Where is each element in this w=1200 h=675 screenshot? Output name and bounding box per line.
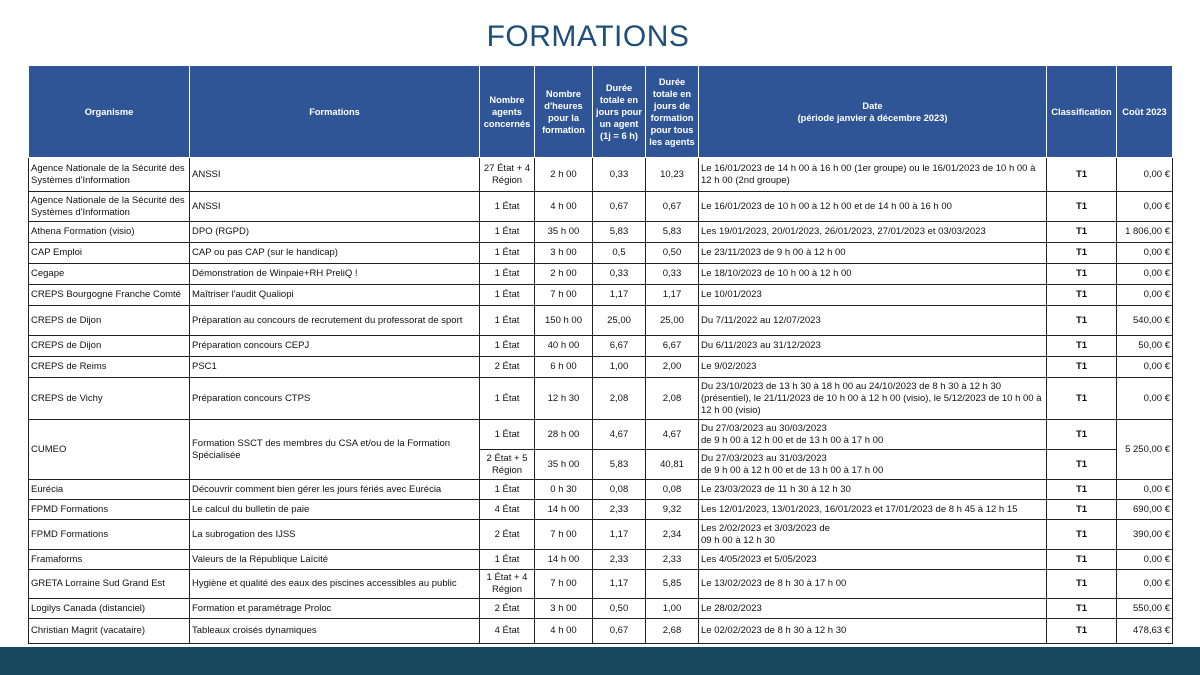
cell-cout: 0,00 € xyxy=(1117,570,1173,599)
cell-classification: T1 xyxy=(1047,336,1117,357)
cell-formation: Démonstration de Winpaie+RH PreliQ ! xyxy=(190,264,480,285)
cell-cout: 0,00 € xyxy=(1117,158,1173,192)
cell-cout: 478,63 € xyxy=(1117,619,1173,644)
cell-jours-tous: 1,17 xyxy=(646,285,699,306)
cell-date: Les 19/01/2023, 20/01/2023, 26/01/2023, 27/01/2023 et 03/03/2023 xyxy=(699,222,1047,243)
table-row xyxy=(29,336,1173,357)
cell-organisme: Athena Formation (visio) xyxy=(29,222,190,243)
cell-agents: 2 État xyxy=(480,357,535,378)
cell-formation: Formation et paramétrage Proloc xyxy=(190,599,480,619)
cell-cout: 1 806,00 € xyxy=(1117,222,1173,243)
cell-jours-agent: 0,67 xyxy=(593,619,646,644)
cell-date: Le 10/01/2023 xyxy=(699,285,1047,306)
cell-classification: T1 xyxy=(1047,158,1117,192)
cell-cout: 550,00 € xyxy=(1117,599,1173,619)
cell-heures: 3 h 00 xyxy=(535,599,593,619)
cell-organisme: Agence Nationale de la Sécurité des Systèmes d'Information xyxy=(29,192,190,222)
cell-jours-tous: 6,67 xyxy=(646,336,699,357)
table-row xyxy=(29,480,1173,500)
cell-heures: 14 h 00 xyxy=(535,550,593,570)
cell-heures: 7 h 00 xyxy=(535,570,593,599)
cell-jours-agent: 1,17 xyxy=(593,570,646,599)
cell-jours-tous: 2,33 xyxy=(646,550,699,570)
cell-heures: 35 h 00 xyxy=(535,450,593,480)
cell-jours-agent: 2,08 xyxy=(593,378,646,420)
header-date-sub: (période janvier à décembre 2023) xyxy=(797,112,948,123)
cell-formation: PSC1 xyxy=(190,357,480,378)
cell-jours-tous: 2,34 xyxy=(646,520,699,550)
cell-classification: T1 xyxy=(1047,550,1117,570)
cell-formation: Préparation concours CTPS xyxy=(190,378,480,420)
cell-formation: ANSSI xyxy=(190,192,480,222)
cell-jours-agent: 6,67 xyxy=(593,336,646,357)
cell-agents: 1 État + 4 Région xyxy=(480,570,535,599)
header-heures: Nombre d'heures pour la formation xyxy=(535,66,593,158)
cell-agents: 1 État xyxy=(480,480,535,500)
table-row xyxy=(29,357,1173,378)
cell-date xyxy=(699,420,1047,450)
cell-date: Du 7/11/2022 au 12/07/2023 xyxy=(699,306,1047,336)
cell-organisme: FPMD Formations xyxy=(29,520,190,550)
cell-formation: DPO (RGPD) xyxy=(190,222,480,243)
table-row xyxy=(29,192,1173,222)
cell-jours-tous: 40,81 xyxy=(646,450,699,480)
cell-organisme: GRETA Lorraine Sud Grand Est xyxy=(29,570,190,599)
header-formations: Formations xyxy=(190,66,480,158)
table-row xyxy=(29,619,1173,644)
cell-formation: Valeurs de la République Laïcité xyxy=(190,550,480,570)
cell-agents: 1 État xyxy=(480,336,535,357)
cell-jours-agent: 5,83 xyxy=(593,450,646,480)
cell-classification: T1 xyxy=(1047,243,1117,264)
header-date xyxy=(699,66,1047,158)
cell-organisme: CREPS de Reims xyxy=(29,357,190,378)
table-header-row xyxy=(29,66,1173,158)
header-agents: Nombre agents concernés xyxy=(480,66,535,158)
cell-date: Le 23/11/2023 de 9 h 00 à 12 h 00 xyxy=(699,243,1047,264)
cell-date: Les 12/01/2023, 13/01/2023, 16/01/2023 et 17/01/2023 de 8 h 45 à 12 h 15 xyxy=(699,500,1047,520)
table-row xyxy=(29,420,1173,450)
cell-jours-agent: 1,17 xyxy=(593,520,646,550)
cell-organisme: Framaforms xyxy=(29,550,190,570)
cell-agents: 1 État xyxy=(480,264,535,285)
cell-classification: T1 xyxy=(1047,306,1117,336)
header-duree-agent: Durée totale en jours pour un agent (1j = 6 h) xyxy=(593,66,646,158)
cell-jours-tous: 0,67 xyxy=(646,192,699,222)
cell-cout: 0,00 € xyxy=(1117,192,1173,222)
cell-organisme: Christian Magrit (vacataire) xyxy=(29,619,190,644)
table-row xyxy=(29,222,1173,243)
cell-cout: 0,00 € xyxy=(1117,480,1173,500)
cell-agents: 1 État xyxy=(480,420,535,450)
cell-date: Du 23/10/2023 de 13 h 30 à 18 h 00 au 24/10/2023 de 8 h 30 à 12 h 30 (présentiel), le 21/11/2023 de 10 h 00 à 12 h 00 (visio), le 5/12/2023 de 10 h 00 à 12 h 00 (visio) xyxy=(699,378,1047,420)
cell-heures: 2 h 00 xyxy=(535,158,593,192)
cell-date xyxy=(699,520,1047,550)
cell-date: Le 9/02/2023 xyxy=(699,357,1047,378)
cell-agents: 1 État xyxy=(480,192,535,222)
header-organisme: Organisme xyxy=(29,66,190,158)
cell-formation: CAP ou pas CAP (sur le handicap) xyxy=(190,243,480,264)
cell-cout: 0,00 € xyxy=(1117,243,1173,264)
cell-date: Le 16/01/2023 de 14 h 00 à 16 h 00 (1er groupe) ou le 16/01/2023 de 10 h 00 à 12 h 00 (2nd groupe) xyxy=(699,158,1047,192)
cell-classification: T1 xyxy=(1047,450,1117,480)
cell-organisme: Agence Nationale de la Sécurité des Systèmes d'Information xyxy=(29,158,190,192)
cell-cout: 0,00 € xyxy=(1117,357,1173,378)
cell-agents: 4 État xyxy=(480,500,535,520)
cell-jours-agent: 5,83 xyxy=(593,222,646,243)
cell-cout: 0,00 € xyxy=(1117,550,1173,570)
cell-classification: T1 xyxy=(1047,264,1117,285)
cell-organisme: Cegape xyxy=(29,264,190,285)
date-line: Du 27/03/2023 au 31/03/2023 xyxy=(701,452,827,464)
cell-heures: 40 h 00 xyxy=(535,336,593,357)
cell-jours-agent: 1,17 xyxy=(593,285,646,306)
cell-jours-agent: 2,33 xyxy=(593,500,646,520)
cell-agents: 1 État xyxy=(480,285,535,306)
cell-jours-agent: 0,33 xyxy=(593,264,646,285)
cell-jours-agent: 25,00 xyxy=(593,306,646,336)
cell-organisme: CAP Emploi xyxy=(29,243,190,264)
cell-heures: 14 h 00 xyxy=(535,500,593,520)
cell-organisme: CREPS de Dijon xyxy=(29,336,190,357)
footer-bar xyxy=(0,647,1200,675)
cell-organisme: Eurécia xyxy=(29,480,190,500)
cell-formation: Découvrir comment bien gérer les jours fériés avec Eurécia xyxy=(190,480,480,500)
cell-agents: 1 État xyxy=(480,243,535,264)
cell-heures: 150 h 00 xyxy=(535,306,593,336)
cell-classification: T1 xyxy=(1047,500,1117,520)
cell-cout: 690,00 € xyxy=(1117,500,1173,520)
cell-classification: T1 xyxy=(1047,192,1117,222)
cell-jours-tous: 9,32 xyxy=(646,500,699,520)
cell-jours-tous: 2,00 xyxy=(646,357,699,378)
cell-agents: 1 État xyxy=(480,378,535,420)
cell-formation: Le calcul du bulletin de paie xyxy=(190,500,480,520)
cell-jours-tous: 0,50 xyxy=(646,243,699,264)
cell-organisme: CREPS Bourgogne Franche Comté xyxy=(29,285,190,306)
cell-jours-tous: 10,23 xyxy=(646,158,699,192)
cell-jours-agent: 0,67 xyxy=(593,192,646,222)
cell-organisme: CREPS de Dijon xyxy=(29,306,190,336)
cell-heures: 35 h 00 xyxy=(535,222,593,243)
cell-jours-agent: 4,67 xyxy=(593,420,646,450)
cell-heures: 4 h 00 xyxy=(535,192,593,222)
cell-agents: 27 État + 4 Région xyxy=(480,158,535,192)
date-line: 09 h 00 à 12 h 30 xyxy=(701,534,775,546)
cell-classification: T1 xyxy=(1047,285,1117,306)
cell-jours-agent: 0,08 xyxy=(593,480,646,500)
cell-classification: T1 xyxy=(1047,378,1117,420)
table-row xyxy=(29,285,1173,306)
cell-date: Du 6/11/2023 au 31/12/2023 xyxy=(699,336,1047,357)
cell-jours-agent: 2,33 xyxy=(593,550,646,570)
cell-agents: 4 État xyxy=(480,619,535,644)
cell-formation: ANSSI xyxy=(190,158,480,192)
cell-organisme: CUMEO xyxy=(29,420,190,480)
table-row xyxy=(29,520,1173,550)
cell-formation: Hygiène et qualité des eaux des piscines accessibles au public xyxy=(190,570,480,599)
cell-jours-tous: 4,67 xyxy=(646,420,699,450)
cell-jours-agent: 0,50 xyxy=(593,599,646,619)
cell-jours-tous: 0,08 xyxy=(646,480,699,500)
cell-cout: 390,00 € xyxy=(1117,520,1173,550)
cell-heures: 4 h 00 xyxy=(535,619,593,644)
cell-formation: Préparation au concours de recrutement du professorat de sport xyxy=(190,306,480,336)
cell-jours-tous: 1,00 xyxy=(646,599,699,619)
cell-heures: 28 h 00 xyxy=(535,420,593,450)
table-row xyxy=(29,599,1173,619)
date-line: de 9 h 00 à 12 h 00 et de 13 h 00 à 17 h 00 xyxy=(701,464,884,476)
cell-jours-tous: 5,83 xyxy=(646,222,699,243)
cell-heures: 2 h 00 xyxy=(535,264,593,285)
cell-jours-tous: 0,33 xyxy=(646,264,699,285)
cell-jours-tous: 25,00 xyxy=(646,306,699,336)
cell-date: Le 16/01/2023 de 10 h 00 à 12 h 00 et de 14 h 00 à 16 h 00 xyxy=(699,192,1047,222)
cell-date: Le 23/03/2023 de 11 h 30 à 12 h 30 xyxy=(699,480,1047,500)
cell-cout: 540,00 € xyxy=(1117,306,1173,336)
header-cout: Coût 2023 xyxy=(1117,66,1173,158)
cell-jours-tous: 5,85 xyxy=(646,570,699,599)
header-duree-tous: Durée totale en jours de formation pour tous les agents xyxy=(646,66,699,158)
cell-jours-tous: 2,08 xyxy=(646,378,699,420)
cell-classification: T1 xyxy=(1047,599,1117,619)
cell-classification: T1 xyxy=(1047,222,1117,243)
table-row xyxy=(29,158,1173,192)
cell-formation: Tableaux croisés dynamiques xyxy=(190,619,480,644)
cell-heures: 12 h 30 xyxy=(535,378,593,420)
table-row xyxy=(29,500,1173,520)
table-row xyxy=(29,550,1173,570)
table-row xyxy=(29,378,1173,420)
cell-date xyxy=(699,450,1047,480)
cell-heures: 7 h 00 xyxy=(535,520,593,550)
cell-cout: 50,00 € xyxy=(1117,336,1173,357)
cell-date: Le 18/10/2023 de 10 h 00 à 12 h 00 xyxy=(699,264,1047,285)
cell-date: Le 13/02/2023 de 8 h 30 à 17 h 00 xyxy=(699,570,1047,599)
page-title: FORMATIONS xyxy=(486,20,690,53)
cell-classification: T1 xyxy=(1047,480,1117,500)
cell-classification: T1 xyxy=(1047,420,1117,450)
cell-jours-tous: 2,68 xyxy=(646,619,699,644)
date-line: Les 2/02/2023 et 3/03/2023 de xyxy=(701,522,830,534)
table-row xyxy=(29,243,1173,264)
cell-cout: 5 250,00 € xyxy=(1117,420,1173,480)
cell-heures: 7 h 00 xyxy=(535,285,593,306)
cell-jours-agent: 0,5 xyxy=(593,243,646,264)
cell-formation: Maîtriser l'audit Qualiopi xyxy=(190,285,480,306)
cell-classification: T1 xyxy=(1047,570,1117,599)
cell-date: Les 4/05/2023 et 5/05/2023 xyxy=(699,550,1047,570)
table-row xyxy=(29,306,1173,336)
cell-agents: 1 État xyxy=(480,550,535,570)
table-row xyxy=(29,570,1173,599)
cell-agents: 1 État xyxy=(480,306,535,336)
cell-agents: 2 État + 5 Région xyxy=(480,450,535,480)
cell-heures: 6 h 00 xyxy=(535,357,593,378)
cell-agents: 2 État xyxy=(480,599,535,619)
cell-classification: T1 xyxy=(1047,619,1117,644)
cell-cout: 0,00 € xyxy=(1117,378,1173,420)
formations-table xyxy=(28,65,1173,644)
cell-formation: La subrogation des IJSS xyxy=(190,520,480,550)
cell-date: Le 02/02/2023 de 8 h 30 à 12 h 30 xyxy=(699,619,1047,644)
date-line: de 9 h 00 à 12 h 00 et de 13 h 00 à 17 h 00 xyxy=(701,434,884,446)
cell-agents: 1 État xyxy=(480,222,535,243)
cell-date: Le 28/02/2023 xyxy=(699,599,1047,619)
table-row xyxy=(29,264,1173,285)
header-classification: Classification xyxy=(1047,66,1117,158)
cell-organisme: Logilys Canada (distanciel) xyxy=(29,599,190,619)
cell-jours-agent: 0,33 xyxy=(593,158,646,192)
cell-cout: 0,00 € xyxy=(1117,264,1173,285)
header-date-label: Date xyxy=(862,100,883,111)
cell-organisme: CREPS de Vichy xyxy=(29,378,190,420)
cell-formation: Préparation concours CEPJ xyxy=(190,336,480,357)
cell-heures: 0 h 30 xyxy=(535,480,593,500)
cell-agents: 2 État xyxy=(480,520,535,550)
cell-formation: Formation SSCT des membres du CSA et/ou de la Formation Spécialisée xyxy=(190,420,480,480)
cell-heures: 3 h 00 xyxy=(535,243,593,264)
cell-classification: T1 xyxy=(1047,357,1117,378)
cell-cout: 0,00 € xyxy=(1117,285,1173,306)
cell-jours-agent: 1,00 xyxy=(593,357,646,378)
cell-organisme: FPMD Formations xyxy=(29,500,190,520)
cell-classification: T1 xyxy=(1047,520,1117,550)
date-line: Du 27/03/2023 au 30/03/2023 xyxy=(701,422,827,434)
